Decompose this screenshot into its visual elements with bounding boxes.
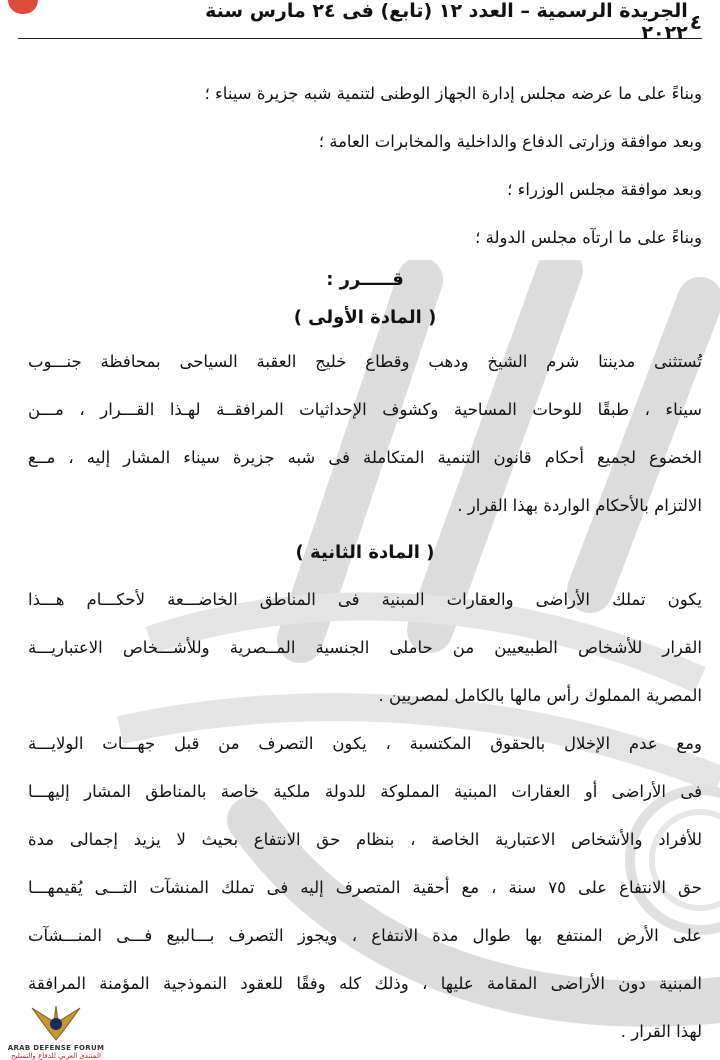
article-1-line: سيناء ، طبقًا للوحات المساحية وكشوف الإحداثيات المرافقــة لهـذا القـــرار ، مـــن [28,400,702,419]
article-2-para1-line: يكون تملك الأراضى والعقارات المبنية فى المناطق الخاضـــعة لأحكـــام هـــذا [28,590,702,609]
page-number: ٤ [689,10,702,34]
article-2-para2-line: المبنية دون الأراضى المقامة عليها ، وذلك كله وفقًا للعقود النموذجية المؤمنة المرافقة [28,974,702,993]
preamble-line: وبناءً على ما ارتآه مجلس الدولة ؛ [475,228,702,247]
article-2-para2-line: للأفراد والأشخاص الاعتبارية الخاصة ، بنظام حق الانتفاع بحيث لا يزيد إجمالى مدة [28,830,702,849]
article-2-para2-line: لهذا القرار . [620,1022,702,1041]
article-2-para2-line: حق الانتفاع على ٧٥ سنة ، مع أحقية المتصرف إليه فى تملك المنشآت التـــى يُقيمهـــا [28,878,702,897]
document-body [28,70,702,1056]
preamble-line: وبناءً على ما عرضه مجلس إدارة الجهاز الوطنى لتنمية شبه جزيرة سيناء ؛ [204,84,702,103]
gazette-header [18,0,702,44]
logo-text-english: ARAB DEFENSE FORUM [7,1044,105,1052]
forum-logo [0,982,112,1060]
article-1-line: الالتزام بالأحكام الواردة بهذا القرار . [457,496,702,515]
article-2-para1-line: المصرية المملوك رأس مالها بالكامل لمصريين . [378,686,702,705]
preamble-line: وبعد موافقة وزارتى الدفاع والداخلية والمخابرات العامة ؛ [318,132,702,151]
article-2-para1-line: القرار للأشخاص الطبيعيين من حاملى الجنسية المــصرية وللأشـــخاص الاعتباريـــة [28,638,702,657]
article-2-para2-line: على الأرض المنتفع بها طوال مدة الانتفاع ، ويجوز التصرف بـــالبيع فـــى المنـــشآت [28,926,702,945]
logo-text-arabic: المنتدى العربي للدفاع والتسليح [11,1052,101,1060]
eagle-logo-icon [28,1000,84,1044]
article-2-para2-line: ومع عدم الإخلال بالحقوق المكتسبة ، يكون التصرف من قبل جهـــات الولايـــة [28,734,702,753]
article-1-line: تُستثنى مدينتا شرم الشيخ ودهب وقطاع خليج العقبة السياحى بمحافظة جنـــوب [28,352,702,371]
article-1-line: الخضوع لجميع أحكام قانون التنمية المتكاملة فى شبه جزيرة سيناء المشار إليه ، مــع [28,448,702,467]
preamble-line: وبعد موافقة مجلس الوزراء ؛ [507,180,702,199]
article-1-title: ( المادة الأولى ) [293,307,437,328]
gazette-title: الجريدة الرسمية – العدد ١٢ (تابع) فى ٢٤ مارس سنة ٢٠٢٢ [205,0,688,44]
decision-heading: قـــــرر : [326,269,404,290]
article-2-title: ( المادة الثانية ) [295,542,435,563]
article-2-para2-line: فى الأراضى أو العقارات المبنية المملوكة للدولة ملكية خاصة بالمناطق المشار إليهـــا [28,782,702,801]
